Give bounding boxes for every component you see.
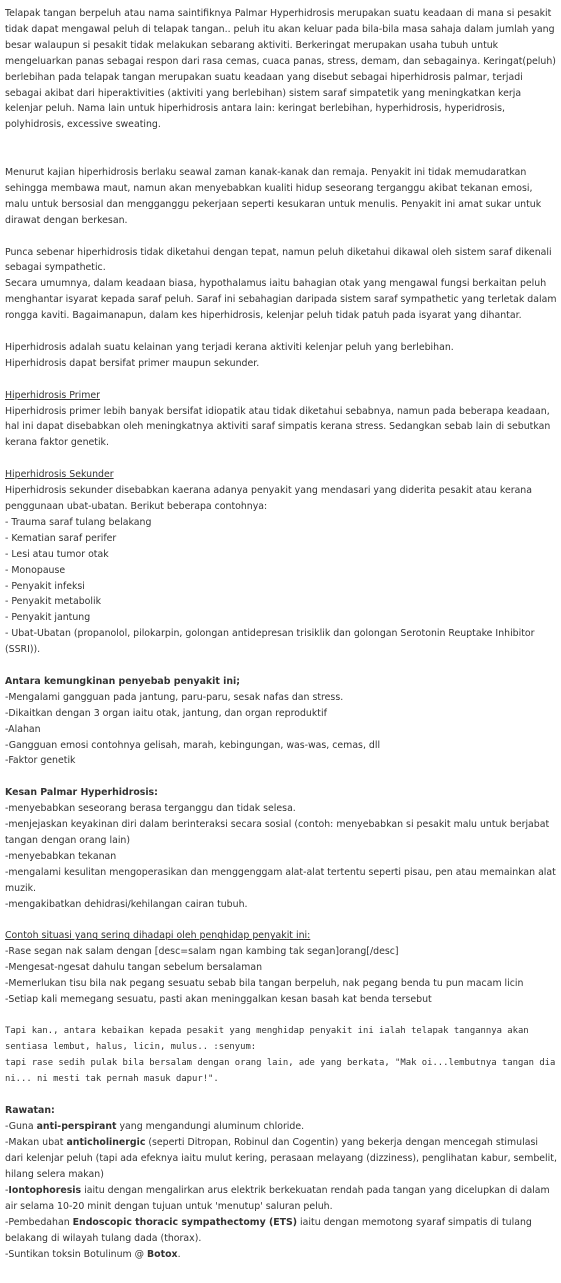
list-item: -menjejaskan keyakinan diri dalam berinteraksi secara sosial (contoh: menyebabkan si pesakit malu untuk berjabat tangan dengan orang lain) — [5, 819, 550, 846]
spacer — [5, 149, 557, 165]
list-item: - Penyakit metabolik — [5, 596, 102, 608]
kajian-paragraph: Menurut kajian hiperhidrosis berlaku seawal zaman kanak-kanak dan remaja. Penyakit ini tidak memudaratkan sehingga membawa maut, namun akan menyebabkan kualiti hidup seseorang terganggu akibat tekanan emosi, malu untuk bersosial dan mengganggu pekerjaan seperti kesukaran untuk menulis. Penyakit ini amat sukar untuk dirawat dengan berkesan. — [5, 167, 542, 226]
intro-paragraph: Telapak tangan berpeluh atau nama saintifiknya Palmar Hyperhidrosis merupakan suatu keadaan di mana si pesakit tidak dapat mengawal peluh di telapak tangan.. peluh itu akan keluar pada bila-bila masa sahaja dalam jumlah yang besar walaupun si pesakit tidak melakukan sebarang aktiviti. Berkeringat merupakan usaha tubuh untuk mengeluarkan panas sebagai respon dari rasa cemas, cuaca panas, stress, demam, dan sebagainya. Keringat(peluh) berlebihan pada telapak tangan merupakan suatu keadaan yang disebut sebagai hiperhidrosis palmar, terjadi sebagai akibat dari hiperaktivities (aktiviti yang berlebihan) sistem saraf simpatetik yang meningkatkan kerja kelenjar peluh. Nama lain untuk hiperhidrosis antara lain: keringat berlebihan, hyperhidrosis, hyperidrosis, polyhidrosis, excessive sweating. — [5, 8, 556, 131]
spacer — [5, 769, 557, 785]
spacer — [5, 1087, 557, 1103]
list-item: - Lesi atau tumor otak — [5, 548, 109, 560]
item-text: yang mengandungi aluminum chloride. — [116, 1121, 305, 1133]
spacer — [5, 913, 557, 929]
list-item: -Dikaitkan dengan 3 organ iaitu otak, jantung, dan organ reproduktif — [5, 707, 327, 719]
list-item: - Monopause — [5, 564, 66, 576]
item-text: -Makan ubat — [5, 1137, 67, 1149]
spacer — [5, 372, 557, 388]
penyebab-heading — [5, 674, 557, 690]
list-item: -Setiap kali memegang sesuatu, pasti akan meninggalkan kesan basah kat benda tersebut — [5, 994, 432, 1006]
item-text: iaitu dengan memotong syaraf simpatis di tulang belakang di wilayah tulang dada (thorax). — [5, 1216, 532, 1244]
list-item: -Mengesat-ngesat dahulu tangan sebelum bersalaman — [5, 962, 263, 974]
list-item: -menyebabkan seseorang berasa terganggu dan tidak selesa. — [5, 803, 296, 815]
spacer — [5, 658, 557, 674]
item-keyword: anticholinergic — [66, 1137, 146, 1149]
rawatan-item-botox — [5, 1247, 557, 1263]
list-item: -Faktor genetik — [5, 755, 76, 767]
item-text: - — [5, 1184, 9, 1196]
list-item: -Rase segan nak salam dengan [desc=salam ngan kambing tak segan]orang[/desc] — [5, 946, 399, 958]
list-item: -mengakibatkan dehidrasi/kehilangan cairan tubuh. — [5, 898, 248, 910]
list-item: -Alahan — [5, 723, 41, 735]
sekunder-list — [5, 515, 557, 658]
item-text: -Pembedahan — [5, 1216, 73, 1228]
primer-heading: Hiperhidrosis Primer — [5, 389, 100, 401]
item-keyword: anti-perspirant — [36, 1121, 117, 1133]
kebaikan-line-2: tapi rase sedih pulak bila bersalam dengan orang lain, ade yang berkata, "Mak oi...lembutnya tangan dia ni... ni mesti tak pernah masuk dapur!". — [5, 1057, 556, 1084]
item-text: . — [177, 1248, 181, 1260]
rawatan-item-anticholinergic — [5, 1135, 557, 1183]
spacer — [5, 133, 557, 149]
rawatan-heading — [5, 1103, 557, 1119]
kesan-heading — [5, 785, 557, 801]
item-keyword: Endoscopic thoracic sympathectomy (ETS) — [72, 1216, 298, 1228]
penyebab-heading-text: Antara kemungkinan penyebab penyakit ini; — [5, 675, 240, 687]
item-text: -Suntikan toksin Botulinum @ — [5, 1248, 148, 1260]
definisi-line-2: Hiperhidrosis dapat bersifat primer maupun sekunder. — [5, 357, 260, 369]
item-text: (seperti Ditropan, Robinul dan Cogentin) yang bekerja dengan mencegah stimulasi dari kelenjar peluh (tapi ada efeknya iaitu mulut kering, perasaan melayang (dizziness), penglihatan kabur, sembelit, hilang selera makan) — [5, 1137, 557, 1180]
rawatan-heading-text: Rawatan: — [5, 1105, 55, 1117]
spacer — [5, 1008, 557, 1024]
spacer — [5, 229, 557, 245]
sekunder-heading: Hiperhidrosis Sekunder — [5, 469, 114, 481]
list-item: -Gangguan emosi contohnya gelisah, marah, kebingungan, was-was, cemas, dll — [5, 739, 381, 751]
list-item: - Penyakit infeksi — [5, 580, 85, 592]
list-item: - Trauma saraf tulang belakang — [5, 516, 152, 528]
sekunder-paragraph: Hiperhidrosis sekunder disebabkan kaerana adanya penyakit yang mendasari yang diderita pesakit atau kerana penggunaan ubat-ubatan. Berikut beberapa contohnya: — [5, 485, 532, 512]
list-item: -Mengalami gangguan pada jantung, paru-paru, sesak nafas dan stress. — [5, 691, 344, 703]
rawatan-item-iontophoresis — [5, 1183, 557, 1215]
punca-paragraph-2: Secara umumnya, dalam keadaan biasa, hypothalamus iaitu bahagian otak yang mengawal fungsi berkaitan peluh menghantar isyarat kepada saraf peluh. Saraf ini sebahagian daripada sistem saraf sympathetic yang terletak dalam rongga kaviti. Bagaimanapun, dalam kes hiperhidrosis, kelenjar peluh tidak patuh pada isyarat yang dihantar. — [5, 278, 557, 322]
list-item: -mengalami kesulitan mengoperasikan dan menggenggam alat-alat tertentu seperti pisau, pen atau memainkan alat muzik. — [5, 866, 556, 894]
item-text: -Guna — [5, 1121, 37, 1133]
item-text: iaitu dengan mengalirkan arus elektrik berkekuatan rendah pada tangan yang dicelupkan di dalam air selama 10-20 minit dengan tujuan untuk 'menutup' saluran peluh. — [5, 1184, 550, 1212]
primer-paragraph: Hiperhidrosis primer lebih banyak bersifat idiopatik atau tidak diketahui sebabnya, namun pada beberapa keadaan, hal ini dapat disebabkan oleh meningkatnya aktiviti saraf simpatis kerana stress. Sedangkan sebab lain di sebutkan kerana faktor genetik. — [5, 405, 551, 449]
penyebab-list — [5, 690, 557, 770]
spacer — [5, 324, 557, 340]
item-keyword: Botox — [147, 1248, 178, 1260]
list-item: - Penyakit jantung — [5, 612, 91, 624]
definisi-line-1: Hiperhidrosis adalah suatu kelainan yang terjadi kerana aktiviti kelenjar peluh yang berlebihan. — [5, 341, 454, 353]
list-item: -menyebabkan tekanan — [5, 850, 117, 862]
rawatan-item-antiperspirant — [5, 1119, 557, 1135]
kesan-list — [5, 801, 557, 912]
list-item: - Kematian saraf perifer — [5, 532, 117, 544]
rawatan-item-ets — [5, 1215, 557, 1247]
situasi-heading: Contoh situasi yang sering dihadapi oleh penghidap penyakit ini: — [5, 930, 311, 942]
kebaikan-line-1: Tapi kan., antara kebaikan kepada pesakit yang menghidap penyakit ini ialah telapak tangannya akan sentiasa lembut, halus, licin, mulus.. :senyum: — [5, 1025, 529, 1052]
list-item: - Ubat-Ubatan (propanolol, pilokarpin, golongan antidepresan trisiklik dan golongan Serotonin Reuptake Inhibitor (SSRI)). — [5, 628, 535, 656]
kesan-heading-text: Kesan Palmar Hyperhidrosis: — [5, 787, 158, 799]
situasi-list — [5, 944, 557, 1008]
punca-paragraph-1: Punca sebenar hiperhidrosis tidak diketahui dengan tepat, namun peluh diketahui dikawal oleh sistem saraf dikenali sebagai sympathetic. — [5, 246, 552, 274]
spacer — [5, 451, 557, 467]
list-item: -Memerlukan tisu bila nak pegang sesuatu sebab bila tangan berpeluh, nak pegang benda tu pun macam licin — [5, 978, 524, 990]
item-keyword: Iontophoresis — [8, 1184, 82, 1196]
rawatan-list — [5, 1119, 557, 1262]
